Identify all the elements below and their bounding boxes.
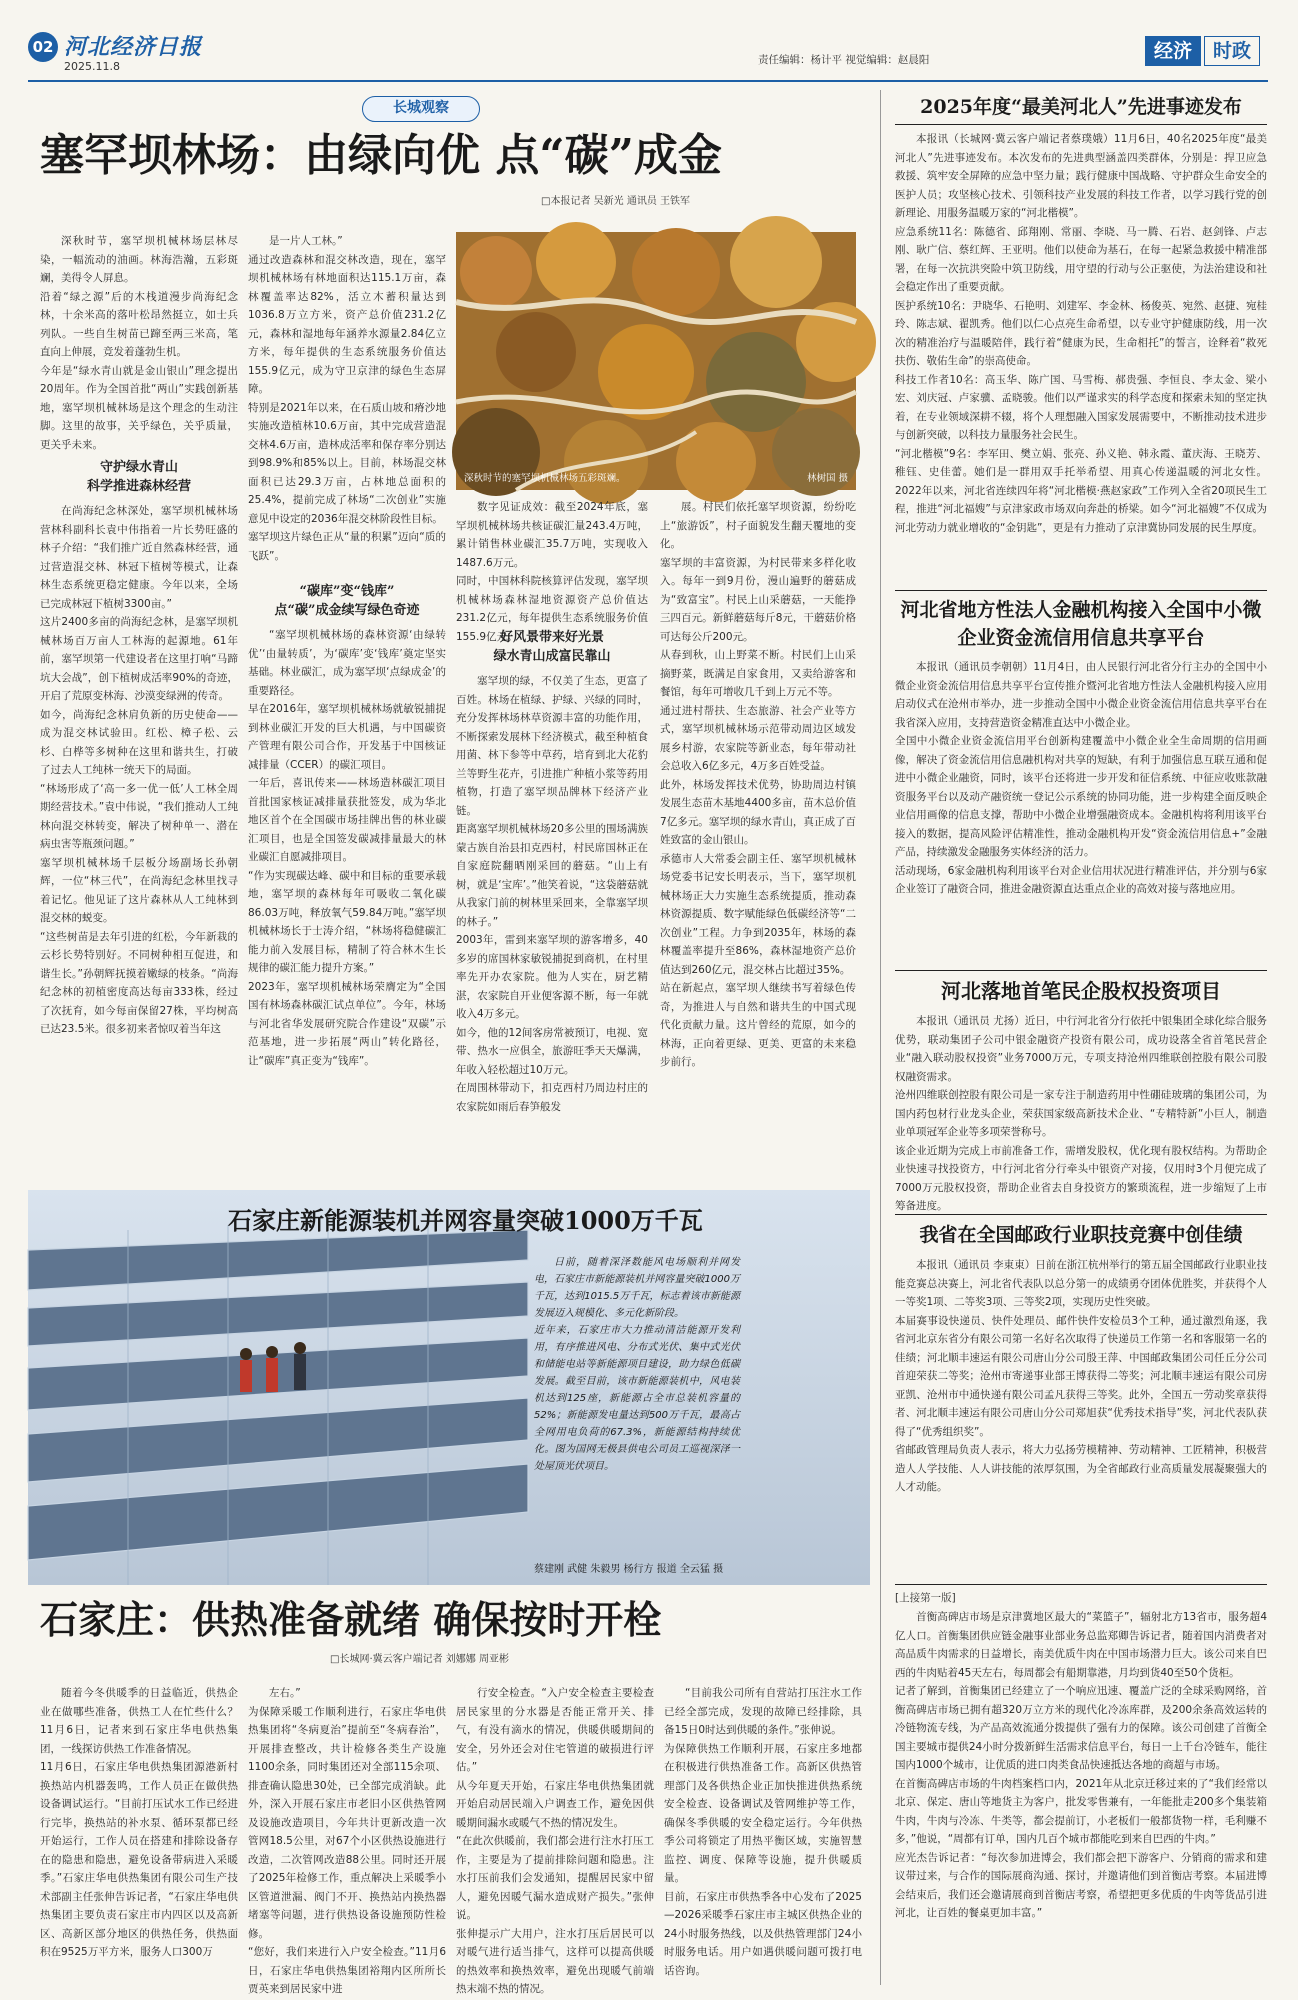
lead-col3-text: 数字见证成效：截至2024年底，塞罕坝机械林场共核证碳汇量243.4万吨，累计销售林业碳汇35.7万吨，实现收入1487.6万元。 同时，中国林科院核算评估发现，塞罕坝机械林场森林湿地资源资产总价值达231.2亿元，每年提供生态系统服务价值155.9亿元。 [456,501,648,643]
art5-continued-tag: [上接第一版] [895,1592,956,1604]
forest-photo-credit: 林树国 摄 [806,473,848,484]
art5-body: 首衡高碑店市场是京津冀地区最大的“菜篮子”，辐射北方13省市，服务超4亿人口。首衡集团供应链金融事业部业务总监郑卿告诉记者，随着国内消费者对高品质牛肉需求的日益增长，南美优质牛肉在中国市场潜力巨大。该公司来自巴西的牛肉贴着45天左右，每周都会有船期靠港，月均到货40至50个货柜。 记者了解到，首衡集团已经建立了一个响应迅速、覆盖广泛的全球采购网络，首衡高碑店市场已拥有超320万立方米的现代化冷冻库群，及200余条高效运转的冷链物流专线，为产品高效流通分拨提供了强有力的保障。该公司创建了首衡全国主要城市提供24小时分拨新鲜生活需求信息平台，每日一上千台冷链车，能往国内1000个城市，让优质的进口肉类食品快速抵达各地的商超与市场。 在首衡高碑店市场的牛肉档案档口内，2021年从北京迁移过来的了“我们经常以北京、保定、唐山等地货主为客户，批发零售兼有，一年能批走200多个集装箱牛肉，牛肉与冷冻、牛类等，都会提前订，小老板们一般都货物一样，毛利赚不多，”他说，“周都有订单，国内几百个城市都能吃到来自巴西的牛肉。” 应光杰告诉记者：“每次参加进博会，我们都会把下游客户、分销商的需求和建议带过来，与合作的国际展商沟通、探讨，并邀请他们到首衡店考察。本届进博会结束后，我们还会邀请展商到首衡店考察，希望把更多优质的牛肉等货品引进河北，让百姓的餐桌更加丰富。” [895,1611,1267,1919]
art4-top-rule [895,1214,1267,1215]
lead-col4-text: 展。村民们依托塞罕坝资源，纷纷吃上“旅游饭”，村子面貌发生翻天覆地的变化。 塞罕坝的丰富资源，为村民带来多样化收入。每年一到9月份，漫山遍野的蘑菇成为“致富宝”。村民上山采蘑菇，一天能挣三四百元。新鲜蘑菇每斤8元，干蘑菇价格可达每公斤200元。 从春到秋，山上野菜不断。村民们上山采摘野菜，既满足自家食用，又卖给游客和餐馆，每年可增收几千到上万元不等。 通过进村帮扶、生态旅游、社会产业等方式，塞罕坝机械林场示范带动周边区域发展乡村游，农家院等新业态，每年带动社会总收入6亿多元，4万多百姓受益。 此外，林场发挥技术优势，协助周边村镇发展生态苗木基地4400多亩，苗木总价值7亿多元。塞罕坝的绿水青山，真正成了百姓致富的金山银山。 承德市人大常委会副主任、塞罕坝机械林场党委书记安长明表示，当下，塞罕坝机械林场正大力实施生态系统提质，推动森林资源提质、数字赋能绿色低碳经济等“二次创业”工程。力争到2035年，林场的森林覆盖率提升至86%，森林湿地资产总价值达到260亿元，混交林占比超过35%。 站在新起点，塞罕坝人继续书写着绿色传奇，为推进人与自然和谐共生的中国式现代化贡献力量。这片曾经的荒原，如今的林海，正向着更绿、更美、更富的未来稳步前行。 [660,501,856,1068]
art3-body: 本报讯（通讯员 尤扬）近日，中行河北省分行依托中银集团全球化综合服务优势，联动集团子公司中银金融资产投资有限公司，成功设落全省首笔民营企业“融入联动股权投资”业务7000万元，专项支持沧州四维联创控股有限公司股权融资需求。 沧州四维联创控股有限公司是一家专注于制造药用中性硼硅玻璃的集团公司，为国内药包材行业龙头企业，荣获国家级高新技术企业、“专精特新”小巨人，制造业单项冠军企业等多项荣誉称号。 该企业近期为完成上市前准备工作，需增发股权，优化现有股权结构。为帮助企业快速寻找投资方，中行河北省分行牵头中银资产对接，仅用时3个月便完成了7000万元股权投资，帮助企业省去自身投资方的繁琐流程，进一步缩短了上市筹备进度。 [895,1015,1267,1212]
art2-top-rule [895,590,1267,591]
workers [240,1342,306,1392]
issue-date: 2025.11.8 [64,60,120,73]
lead-col2b-text: “塞罕坝机械林场的森林资源‘由绿转优’‘由量转质’，为‘碳库’变‘钱库’奠定坚实基础。林业碳汇，成为塞罕坝‘点绿成金’的重要路径。 早在2016年，塞罕坝机械林场就敏锐捕捉到林业碳汇开发的巨大机遇，与中国碳资产管理有限公司合作，开发基于中国核证减排量（CCER）的碳汇项目。 一年后，喜讯传来——林场造林碳汇项目首批国家核证减排量获批签发，成为华北地区首个在全国碳市场挂牌出售的林业碳汇项目，也是全国签发碳减排量最大的林业碳汇自愿减排项目。 “作为实现碳达峰、碳中和目标的重要承载地，塞罕坝的森林每年可吸收二氧化碳86.03万吨，释放氧气59.84万吨。”塞罕坝机械林场长于士涛介绍，“林场将稳健碳汇能力前入发展目标，精制了符合林木生长规律的碳汇能力提升方案。” 2023年，塞罕坝机械林场荣膺定为“全国国有林场森林碳汇试点单位”。今年，林场与河北省华发展研究院合作建设“双碳”示范基地，进一步拓展“两山”转化路径，让“碳库”真正变为“钱库”。 [248,629,446,1067]
solar-headline: 石家庄新能源装机并网容量突破1000万千瓦 [228,1206,703,1235]
heating-col1: 随着今冬供暖季的日益临近，供热企业在做哪些准备，供热工人在忙些什么？11月6日，记者来到石家庄华电供热集团，一线探访供热工作准备情况。 11月6日，石家庄华电供热集团源港新村换热站内机器轰鸣，工作人员正在做供热设备调试运行。“目前打压试水工作已经进行完毕，换热站的补水泵、循环泵都已经开始运行，工作人员在搭建和排除设备存在的隐患和隐患，避免设备带病进入采暖季。”石家庄华电供热集团有限公司生产技术部副主任张伸告诉记者，“石家庄华电供热集团主要负责石家庄市内四区以及高新区、高新区部分地区的供热任务，供热面积在9525万平方米，服务人口300万 [40,1687,238,1958]
page-header [28,30,1268,76]
art5-top-rule [895,1584,1267,1585]
editors-line: 责任编辑：杨计平 视觉编辑：赵晨阳 [758,54,930,66]
masthead: 河北经济日报 [64,34,203,60]
forest-photo [456,232,856,490]
page-number-badge: 02 [28,32,58,62]
right-column-divider [880,90,881,1985]
art4-body: 本报讯（通讯员 李東東）日前在浙江杭州举行的第五届全国邮政行业职业技能竞赛总决赛上，河北省代表队以总分第一的成绩勇夺团体优胜奖，并获得个人一等奖1项、二等奖3项、三等奖2项，实现历史性突破。 本届赛事设快递员、快件处理员、邮件快件安检员3个工种，通过激烈角逐，我省河北京东省分有限公司第一名好名次取得了快递员工作第一名和客服第一名的佳绩；河北顺丰速运有限公司唐山分公司殷王萍、中国邮政集团公司任丘分公司首迎荣获二等奖；沧州市寄递事业部王博获得二等奖；河北顺丰速运有限公司房亚凯、沧州市中通快递有限公司孟凡获得三等奖。此外，全国五一劳动奖章获得者、河北顺丰速运有限公司唐山分公司郑旭获“优秀技术指导”奖，河北代表队获得了“优秀组织奖”。 省邮政管理局负责人表示，将大力弘扬劳模精神、劳动精神、工匠精神，积极营造人人学技能、人人讲技能的浓厚氛围，为全省邮政行业高质量发展凝聚强大的人才动能。 [895,1259,1267,1493]
art2-body: 本报讯（通讯员李朝朝）11月4日，由人民银行河北省分行主办的全国中小微企业资金流信用信息共享平台宣传推介暨河北省地方性法人金融机构接入应用启动仪式在沧州市举办，进一步推动全国中小微企业资金流信用信息共享平台在我省深入应用，支持营造资金精准直达中小微企业。 全国中小微企业资金流信用平台创新构建覆盖中小微企业全生命周期的信用画像，解决了资金流信用信息融机构对共享的短缺，有利于加强信息互联互通和促进中小微企业融资，同时，该平台还将进一步开发和征信系统、中征应收账款融资服务平台以及动产融资统一登记公示系统的协同功能，进一步构建全面反映企业信用画像的信息支撑，帮助中小微企业增强融资成本。金融机构将利用该平台接入的数据，提高风险评估精准性，推动金融机构开发“资金流信用信息+”金融产品，持续激发金融服务实体经济的活力。 活动现场，6家金融机构利用该平台对企业信用状况进行精准评估，并分别与6家企业签订了融资合同，推进金融资源直达重点企业的高效对接与落地应用。 [895,661,1267,895]
heating-col2: 左右。” 为保障采暖工作顺利进行，石家庄华电供热集团将“冬病夏治”提前至“冬病春治”，开展排查整改，共计检修各类生产设施1100余条，同时集团还对全部115余项、排查确认隐患30处，已全部完成消缺。此外，深入开展石家庄市老旧小区供热管网及设施改造项目，今年共计更新改造一次管网18.5公里，对67个小区供热设施进行改造，二次管网改造88公里。同时还开展了2025年检修工作，重点解决上采暖季小区管道泄漏、阀门不开、换热站内换热器堵塞等问题，进行供热设备设施预防性检修。 “您好，我们来进行入户安全检查。”11月6日，石家庄华电供热集团裕翔内区所所长贾英来到居民家中进 [248,1687,446,1995]
solar-credit: 蔡建刚 武健 朱毅男 杨行方 报道 全云猛 摄 [534,1564,724,1575]
heating-col4: “目前我公司所有自营站打压注水工作已经全部完成，发现的故障已经排除，具备15日0时达到供暖的条件。”张伸说。 为保障供热工作顺利开展，石家庄多地都在积极进行供热准备工作。高新区供热管理部门及各供热企业正加快推进供热系统安全检查、设备调试及管网维护等工作，确保冬季供暖的安全稳定运行。今年供热季公司将锁定了用热平衡区域，实施智慧监控、调度、保障等设施，提升供暖质量。 目前，石家庄市供热季各中心发布了2025—2026采暖季石家庄市主城区供热企业的24小时服务热线，以及供热管理部门24小时服务电话。用户如遇供暖问题可拨打电话咨询。 [664,1687,862,1977]
art1-headline: 2025年度“最美河北人”先进事迹发布 [920,96,1242,118]
art3-headline: 河北落地首笔民企股权投资项目 [941,979,1221,1003]
subhead-carbon: “碳库”变“钱库” 点“碳”成金续写绿色奇迹 [274,584,420,618]
lead-col1b-text: 在尚海纪念林深处，塞罕坝机械林场营林科副科长袁中伟指着一片长势旺盛的林子介绍：“我们推广近自然森林经营，通过营造混交林、林冠下植树等模式，让森林生态系统更稳定健康。今年以来，全场已完成林冠下植树3300亩。” 这片2400多亩的尚海纪念林，是塞罕坝机械林场百万亩人工林海的起源地。61年前，塞罕坝第一代建设者在这里打响“马蹄坑大会战”，创下植树成活率90%的奇迹，开启了荒原变林海、沙漠变绿洲的传奇。 如今，尚海纪念林肩负新的历史使命——成为混交林试验田。红松、樟子松、云杉、白桦等多树种在这里和谐共生，打破了过去人工纯林一统天下的局面。 “林场形成了‘高一多一优一低’人工林全周期经营技术。”袁中伟说，“我们推动人工纯林向混交林转变，解决了树种单一、潜在病虫害等瓶颈问题。” 塞罕坝机械林场千层板分场副场长孙朝辉，一位“林三代”，在尚海纪念林里找寻着记忆。他见证了这片森林从人工纯林到混交林的蜕变。 “这些树苗是去年引进的红松，今年新栽的云杉长势特别好。不同树种相互促进，和谐生长。”孙朝辉抚摸着嫩绿的枝条。“尚海纪念林的初植密度高达每亩333株，经过了次抚育，如今每亩保留27株，平均树高已达23.5米。很多初来者惊叹着当年这 [40,505,238,1035]
section-tag-politics: 时政 [1204,36,1260,66]
solar-feature [28,1190,870,1585]
lead-col2-text: 是一片人工林。” 通过改造森林和混交林改造，现在，塞罕坝机械林场有林地面积达115.1万亩，森林覆盖率达82%，活立木蓄积量达到1036.8万立方米，资产总价值231.2亿元，森林和湿地每年涵养水源量2.84亿立方米，每年提供的生态系统服务价值达155.9亿元，成为守卫京津的绿色生态屏障。 特别是2021年以来，在石质山坡和瘠沙地实施改造植林10.6万亩，其中完成营造混交林4.6万亩，造林成活率和保存率分别达到98.9%和85%以上。目前，林场混交林面积已达29.3万亩，占林地总面积的25.4%，提前完成了林场“二次创业”实施意见中设定的2036年混交林阶段性目标。 塞罕坝这片绿色正从“量的积累”迈向“质的飞跃”。 [248,235,446,562]
art1-body: 本报讯（长城网·冀云客户端记者蔡璞娥）11月6日，40名2025年度“最美河北人”先进事迹发布。本次发布的先进典型涵盖四类群体，分别是：捍卫应急救援、筑牢安全屏障的应急中坚力量；践行健康中国战略、守护群众生命安全的医护人员；攻坚核心技术、引领科技产业发展的科技工作者，以学习践行党的创新理论、用服务温暖万家的“河北楷模”。 应急系统11名：陈德省、邱翔刚、常丽、李晓、马一腾、石岩、赵剑锋、卢志刚、耿广信、蔡红辉、王亚明。他们以使命为基石，在每一起紧急救援中精准部署，在每一次抗洪突险中筑卫防线，用守望的行动与公正驱使，为法治建设和社会稳定作出了重要贡献。 医护系统10名：尹晓华、石艳明、刘建军、李金林、杨俊英、宛然、赵捷、宛桂玲、陈志斌、翟凯秀。他们以仁心点亮生命希望，以专业守护健康防线，用一次次的精准治疗与温暖陪伴，践行着“健康为民，生命相托”的誓言，诠释着“救死扶伤、敬佑生命”的崇高使命。 科技工作者10名：高玉华、陈广国、马雪梅、郝贵强、李恒良、李太金、梁小宏、刘庆冠、卢家骥、孟晓骏。他们以严谨求实的科学态度和探索未知的坚定执着，在专业领域深耕不辍，将个人理想融入国家发展需要中，不断推动技术进步与创新突破，以科技力量服务社会民生。 “河北楷模”9名：李军田、樊立娟、张亮、孙义艳、韩永霞、董庆海、王晓芳、稚钰、史佳蕾。她们是一群用双手托举希望、用真心传递温暖的河北女性。2022年以来，河北省连续四年将“河北楷模·燕赵家政”工作列入全省20项民生工程，推进“河北福嫂”与京津家政市场双向奔赴的桥梁。如今“河北福嫂”不仅成为河北劳动力就业增收的“金钥匙”，更是有力推动了京津冀协同发展的民生厚度。 [895,133,1267,534]
heating-col3: 行安全检查。“入户安全检查主要检查居民家里的分水器是否能正常开关、排气，有没有滴水的情况，供暖供暖期间的安全，另外还会对住宅管道的破损进行评估。” 从今年夏天开始，石家庄华电供热集团就开始启动居民端入户调查工作，避免因供暖期间漏水或暖气不热的情况发生。 “在此次供暖前，我们都会进行注水打压工作，主要是为了提前排除问题和隐患。注水打压前我们会发通知，提醒居民家中留人，避免因暖气漏水造成财产损失。”张伸说。 张伸提示广大用户，注水打压后居民可以对暖气进行适当排气，这样可以提高供暖的热效率和换热效率，避免出现暖气前端热末端不热的情况。 [456,1687,654,1995]
forest-photo-art [456,232,856,490]
solar-text: 日前，随着深泽数能风电场顺利并网发电，石家庄市新能源装机并网容量突破1000万千瓦，达到1015.5万千瓦，标志着该市新能源发展迈入规模化、多元化新阶段。 近年来，石家庄市大力推动清洁能源开发利用，有序推进风电、分布式光伏、集中式光伏和储能电站等新能源项目建设，助力绿色低碳发展。截至目前，该市新能源装机中，风电装机达到125座，新能源占全市总装机容量的52%；新能源发电量达到500万千瓦，最高占全网用电负荷的67.3%，新能源结构持续优化。图为国网无极县供电公司员工巡视深泽一处屋顶光伏项目。 [534,1257,740,1472]
section-tag-economy: 经济 [1145,36,1201,66]
lead-headline: 塞罕坝林场：由绿向优 点“碳”成金 [40,130,722,181]
heating-headline: 石家庄：供热准备就绪 确保按时开栓 [40,1597,662,1642]
lead-col1-text: 深秋时节，塞罕坝机械林场层林尽染，一幅流动的油画。林海浩瀚，五彩斑斓，美得令人屏息。 沿着“绿之源”后的木栈道漫步尚海纪念林，十余米高的落叶松昂然挺立，如士兵列队。一些自生树苗已蹿至两三米高，笔直向上伸展，竞发着蓬勃生机。 今年是“绿水青山就是金山银山”理念提出20周年。作为全国首批“两山”实践创新基地，塞罕坝机械林场是这个理念的生动注脚。这里的故事，关乎绿色，关乎质量，更关乎未来。 [40,235,238,451]
subhead-good-scenery: 好风景带来好光景 绿水青山成富民靠山 [493,630,611,664]
art4-headline: 我省在全国邮政行业职技竞赛中创佳绩 [919,1224,1243,1246]
column-tag: 长城观察 [362,96,480,122]
art1-rule [895,124,1267,125]
forest-photo-caption: 深秋时节的塞罕坝机械林场五彩斑斓。 [464,473,626,484]
art3-top-rule [895,970,1267,971]
header-rule [28,80,1268,82]
subhead-guard-green: 守护绿水青山 科学推进森林经营 [86,460,191,494]
lead-byline: □本报记者 吴新光 通讯员 王铁军 [541,196,690,207]
art2-headline: 河北省地方性法人金融机构接入全国中小微企业资金流信用信息共享平台 [900,599,1262,649]
solar-panels-photo [28,1190,870,1585]
lead-col3b-text: 塞罕坝的绿，不仅美了生态，更富了百姓。林场在植绿、护绿、兴绿的同时，充分发挥林场林草资源丰富的功能作用，不断探索发展林下经济模式，截至种植食用菌、林下参等中草药，培育到北大花豹兰等野生花卉，引进推广种植小浆等药用植物，打造了塞罕坝品牌林下经济产业链。 距离塞罕坝机械林场20多公里的围场满族蒙古族自治县扣克西村，村民席国林正在自家庭院翻晒刚采回的蘑菇。“山上有树，就是‘宝库’。”他笑着说，“这袋蘑菇就从我家门前的树林里采回来，全靠塞罕坝的林子。” 2003年，雷到来塞罕坝的游客增多，40多岁的席国林家敏锐捕捉到商机，在村里率先开办农家院。他为人实在，厨艺精湛，农家院自开业便客源不断，每一年就收入4万多元。 如今，他的12间客房常被预订，电视、宽带、热水一应俱全，旅游旺季天天爆满，年收入轻松超过10万元。 在周围林带动下，扣克西村乃周边村庄的农家院如雨后春笋般发 [456,675,648,1113]
heating-byline: □长城网·冀云客户端记者 刘娜娜 周亚彬 [330,1654,509,1665]
